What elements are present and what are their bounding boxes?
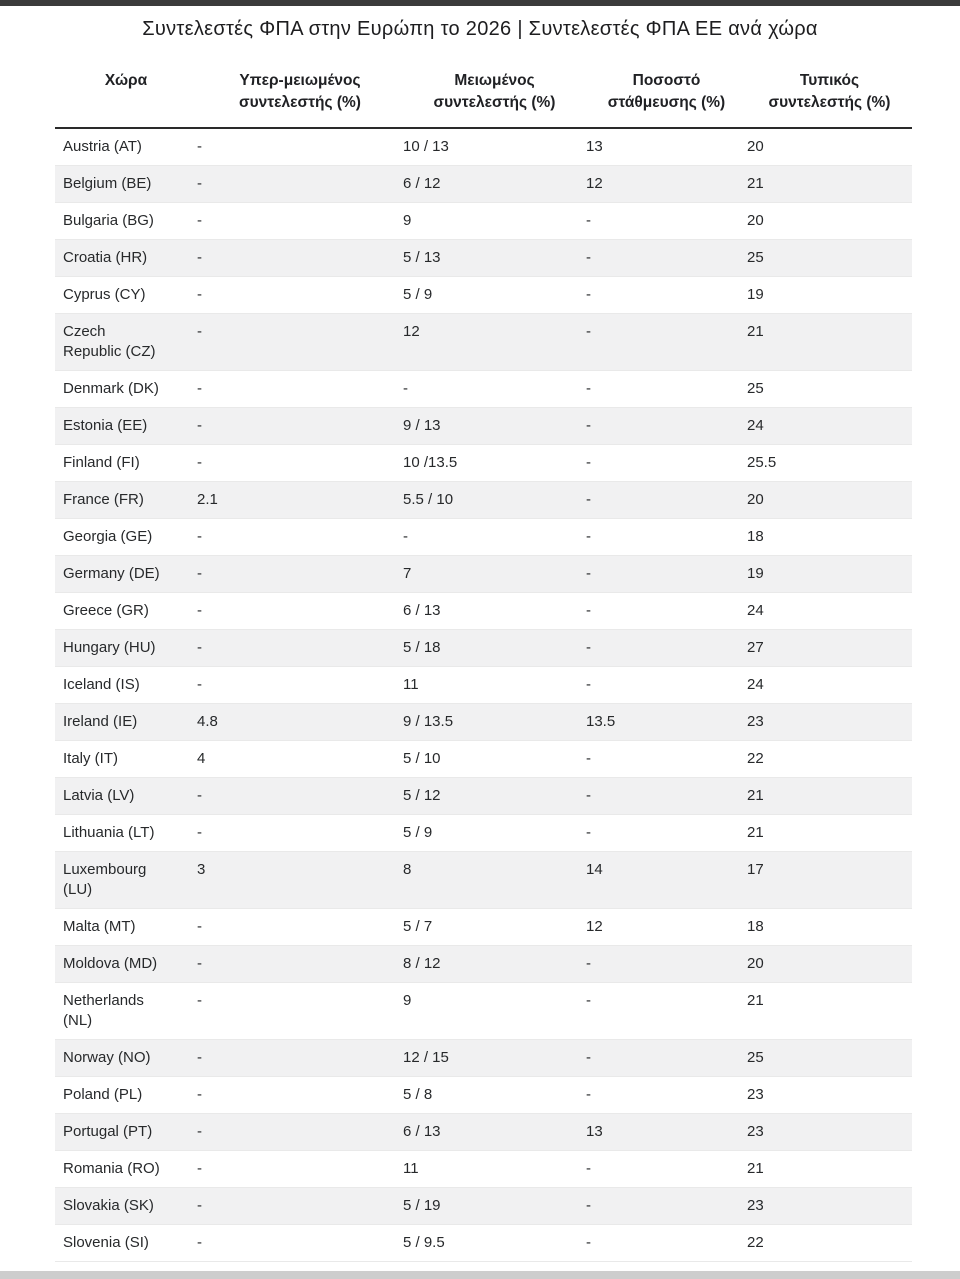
parking-cell: 12 bbox=[586, 166, 747, 203]
table-row bbox=[55, 593, 912, 630]
super_reduced-cell: 2.1 bbox=[197, 482, 403, 519]
column-header-super-reduced: Υπερ-μειωμένος συντελεστής (%) bbox=[197, 41, 403, 128]
super_reduced-cell: - bbox=[197, 314, 403, 371]
super_reduced-cell: - bbox=[197, 1077, 403, 1114]
page-title: Συντελεστές ΦΠΑ στην Ευρώπη το 2026 | Συντελεστές ΦΠΑ ΕΕ ανά χώρα bbox=[142, 18, 818, 40]
super_reduced-cell: - bbox=[197, 1151, 403, 1188]
super_reduced-cell: - bbox=[197, 1040, 403, 1077]
parking-cell: - bbox=[586, 371, 747, 408]
table-row bbox=[55, 314, 912, 371]
super_reduced-cell: - bbox=[197, 166, 403, 203]
super_reduced-cell: - bbox=[197, 128, 403, 166]
standard-cell: 22 bbox=[747, 1225, 912, 1262]
super_reduced-cell: - bbox=[197, 909, 403, 946]
standard-cell: 25.5 bbox=[747, 445, 912, 482]
reduced-cell: 5 / 9 bbox=[403, 815, 586, 852]
super_reduced-cell: 4 bbox=[197, 741, 403, 778]
reduced-cell: 5 / 19 bbox=[403, 1188, 586, 1225]
parking-cell: - bbox=[586, 240, 747, 277]
reduced-cell: 5 / 9 bbox=[403, 277, 586, 314]
country-cell: Belgium (BE) bbox=[55, 166, 197, 203]
super_reduced-cell: - bbox=[197, 667, 403, 704]
country-cell: Netherlands (NL) bbox=[55, 983, 197, 1040]
table-row bbox=[55, 630, 912, 667]
parking-cell: 13 bbox=[586, 1114, 747, 1151]
header-row bbox=[55, 41, 912, 128]
top-bar bbox=[0, 0, 960, 6]
table-header bbox=[55, 41, 912, 128]
country-cell: Malta (MT) bbox=[55, 909, 197, 946]
parking-cell: - bbox=[586, 203, 747, 240]
parking-cell: - bbox=[586, 667, 747, 704]
table-body bbox=[55, 128, 912, 1262]
standard-cell: 21 bbox=[747, 314, 912, 371]
parking-cell: 13 bbox=[586, 128, 747, 166]
table-row bbox=[55, 667, 912, 704]
country-cell: Slovakia (SK) bbox=[55, 1188, 197, 1225]
table-row bbox=[55, 946, 912, 983]
standard-cell: 20 bbox=[747, 482, 912, 519]
reduced-cell: 8 bbox=[403, 852, 586, 909]
standard-cell: 23 bbox=[747, 704, 912, 741]
standard-cell: 20 bbox=[747, 128, 912, 166]
reduced-cell: 10 /13.5 bbox=[403, 445, 586, 482]
country-cell: Greece (GR) bbox=[55, 593, 197, 630]
super_reduced-cell: - bbox=[197, 778, 403, 815]
super_reduced-cell: - bbox=[197, 519, 403, 556]
country-cell: Estonia (EE) bbox=[55, 408, 197, 445]
standard-cell: 18 bbox=[747, 519, 912, 556]
standard-cell: 24 bbox=[747, 667, 912, 704]
reduced-cell: 11 bbox=[403, 1151, 586, 1188]
standard-cell: 19 bbox=[747, 556, 912, 593]
parking-cell: - bbox=[586, 1077, 747, 1114]
table-row bbox=[55, 1188, 912, 1225]
parking-cell: - bbox=[586, 408, 747, 445]
table-row bbox=[55, 704, 912, 741]
standard-cell: 23 bbox=[747, 1077, 912, 1114]
table-row bbox=[55, 240, 912, 277]
super_reduced-cell: - bbox=[197, 946, 403, 983]
parking-cell: - bbox=[586, 741, 747, 778]
reduced-cell: 12 / 15 bbox=[403, 1040, 586, 1077]
parking-cell: - bbox=[586, 983, 747, 1040]
country-cell: Denmark (DK) bbox=[55, 371, 197, 408]
vat-table-container bbox=[55, 41, 912, 1262]
country-cell: Norway (NO) bbox=[55, 1040, 197, 1077]
parking-cell: - bbox=[586, 1225, 747, 1262]
standard-cell: 17 bbox=[747, 852, 912, 909]
table-row bbox=[55, 815, 912, 852]
table-row bbox=[55, 1077, 912, 1114]
country-cell: Bulgaria (BG) bbox=[55, 203, 197, 240]
standard-cell: 23 bbox=[747, 1188, 912, 1225]
country-cell: Romania (RO) bbox=[55, 1151, 197, 1188]
table-row bbox=[55, 983, 912, 1040]
table-row bbox=[55, 482, 912, 519]
reduced-cell: 5 / 13 bbox=[403, 240, 586, 277]
reduced-cell: 9 / 13 bbox=[403, 408, 586, 445]
reduced-cell: 6 / 13 bbox=[403, 593, 586, 630]
standard-cell: 22 bbox=[747, 741, 912, 778]
parking-cell: - bbox=[586, 946, 747, 983]
column-header-reduced: Μειωμένος συντελεστής (%) bbox=[403, 41, 586, 128]
country-cell: Hungary (HU) bbox=[55, 630, 197, 667]
parking-cell: - bbox=[586, 314, 747, 371]
parking-cell: - bbox=[586, 778, 747, 815]
standard-cell: 20 bbox=[747, 203, 912, 240]
reduced-cell: 6 / 12 bbox=[403, 166, 586, 203]
table-row bbox=[55, 203, 912, 240]
parking-cell: - bbox=[586, 482, 747, 519]
standard-cell: 21 bbox=[747, 166, 912, 203]
table-row bbox=[55, 741, 912, 778]
standard-cell: 20 bbox=[747, 946, 912, 983]
parking-cell: - bbox=[586, 1188, 747, 1225]
standard-cell: 24 bbox=[747, 593, 912, 630]
country-cell: Italy (IT) bbox=[55, 741, 197, 778]
super_reduced-cell: - bbox=[197, 203, 403, 240]
standard-cell: 25 bbox=[747, 240, 912, 277]
parking-cell: - bbox=[586, 519, 747, 556]
country-cell: Germany (DE) bbox=[55, 556, 197, 593]
parking-cell: - bbox=[586, 445, 747, 482]
standard-cell: 25 bbox=[747, 1040, 912, 1077]
reduced-cell: 8 / 12 bbox=[403, 946, 586, 983]
table-row bbox=[55, 1225, 912, 1262]
super_reduced-cell: 4.8 bbox=[197, 704, 403, 741]
reduced-cell: 11 bbox=[403, 667, 586, 704]
standard-cell: 25 bbox=[747, 371, 912, 408]
column-header-parking: Ποσοστό στάθμευσης (%) bbox=[586, 41, 747, 128]
reduced-cell: 5 / 8 bbox=[403, 1077, 586, 1114]
super_reduced-cell: - bbox=[197, 815, 403, 852]
parking-cell: - bbox=[586, 1151, 747, 1188]
super_reduced-cell: - bbox=[197, 240, 403, 277]
reduced-cell: 6 / 13 bbox=[403, 1114, 586, 1151]
reduced-cell: 5 / 9.5 bbox=[403, 1225, 586, 1262]
parking-cell: 13.5 bbox=[586, 704, 747, 741]
column-header-standard: Τυπικός συντελεστής (%) bbox=[747, 41, 912, 128]
standard-cell: 24 bbox=[747, 408, 912, 445]
table-row bbox=[55, 1114, 912, 1151]
country-cell: Finland (FI) bbox=[55, 445, 197, 482]
standard-cell: 23 bbox=[747, 1114, 912, 1151]
super_reduced-cell: - bbox=[197, 593, 403, 630]
table-row bbox=[55, 277, 912, 314]
reduced-cell: - bbox=[403, 519, 586, 556]
country-cell: Czech Republic (CZ) bbox=[55, 314, 197, 371]
reduced-cell: 5 / 18 bbox=[403, 630, 586, 667]
table-row bbox=[55, 166, 912, 203]
table-row bbox=[55, 778, 912, 815]
reduced-cell: 5 / 10 bbox=[403, 741, 586, 778]
parking-cell: 14 bbox=[586, 852, 747, 909]
country-cell: Croatia (HR) bbox=[55, 240, 197, 277]
super_reduced-cell: - bbox=[197, 983, 403, 1040]
standard-cell: 21 bbox=[747, 815, 912, 852]
reduced-cell: 9 bbox=[403, 983, 586, 1040]
reduced-cell: 10 / 13 bbox=[403, 128, 586, 166]
reduced-cell: 5.5 / 10 bbox=[403, 482, 586, 519]
country-cell: France (FR) bbox=[55, 482, 197, 519]
vat-rates-table bbox=[55, 41, 912, 1262]
parking-cell: 12 bbox=[586, 909, 747, 946]
country-cell: Austria (AT) bbox=[55, 128, 197, 166]
reduced-cell: 5 / 12 bbox=[403, 778, 586, 815]
table-row bbox=[55, 408, 912, 445]
table-row bbox=[55, 556, 912, 593]
parking-cell: - bbox=[586, 556, 747, 593]
country-cell: Luxembourg (LU) bbox=[55, 852, 197, 909]
super_reduced-cell: - bbox=[197, 1225, 403, 1262]
standard-cell: 21 bbox=[747, 1151, 912, 1188]
country-cell: Ireland (IE) bbox=[55, 704, 197, 741]
table-row bbox=[55, 852, 912, 909]
parking-cell: - bbox=[586, 1040, 747, 1077]
super_reduced-cell: - bbox=[197, 1114, 403, 1151]
standard-cell: 19 bbox=[747, 277, 912, 314]
table-row bbox=[55, 445, 912, 482]
reduced-cell: 12 bbox=[403, 314, 586, 371]
super_reduced-cell: - bbox=[197, 277, 403, 314]
parking-cell: - bbox=[586, 630, 747, 667]
reduced-cell: 5 / 7 bbox=[403, 909, 586, 946]
parking-cell: - bbox=[586, 815, 747, 852]
table-row bbox=[55, 1151, 912, 1188]
country-cell: Cyprus (CY) bbox=[55, 277, 197, 314]
reduced-cell: 7 bbox=[403, 556, 586, 593]
country-cell: Lithuania (LT) bbox=[55, 815, 197, 852]
country-cell: Portugal (PT) bbox=[55, 1114, 197, 1151]
country-cell: Latvia (LV) bbox=[55, 778, 197, 815]
country-cell: Slovenia (SI) bbox=[55, 1225, 197, 1262]
country-cell: Moldova (MD) bbox=[55, 946, 197, 983]
super_reduced-cell: - bbox=[197, 445, 403, 482]
table-row bbox=[55, 909, 912, 946]
country-cell: Iceland (IS) bbox=[55, 667, 197, 704]
bottom-strip bbox=[0, 1271, 960, 1279]
super_reduced-cell: - bbox=[197, 630, 403, 667]
table-row bbox=[55, 519, 912, 556]
standard-cell: 21 bbox=[747, 778, 912, 815]
parking-cell: - bbox=[586, 277, 747, 314]
parking-cell: - bbox=[586, 593, 747, 630]
table-row bbox=[55, 128, 912, 166]
reduced-cell: 9 bbox=[403, 203, 586, 240]
standard-cell: 18 bbox=[747, 909, 912, 946]
reduced-cell: - bbox=[403, 371, 586, 408]
country-cell: Georgia (GE) bbox=[55, 519, 197, 556]
standard-cell: 27 bbox=[747, 630, 912, 667]
reduced-cell: 9 / 13.5 bbox=[403, 704, 586, 741]
country-cell: Poland (PL) bbox=[55, 1077, 197, 1114]
standard-cell: 21 bbox=[747, 983, 912, 1040]
column-header-country: Χώρα bbox=[55, 41, 197, 128]
super_reduced-cell: - bbox=[197, 1188, 403, 1225]
super_reduced-cell: 3 bbox=[197, 852, 403, 909]
table-row bbox=[55, 1040, 912, 1077]
super_reduced-cell: - bbox=[197, 408, 403, 445]
super_reduced-cell: - bbox=[197, 371, 403, 408]
super_reduced-cell: - bbox=[197, 556, 403, 593]
table-row bbox=[55, 371, 912, 408]
